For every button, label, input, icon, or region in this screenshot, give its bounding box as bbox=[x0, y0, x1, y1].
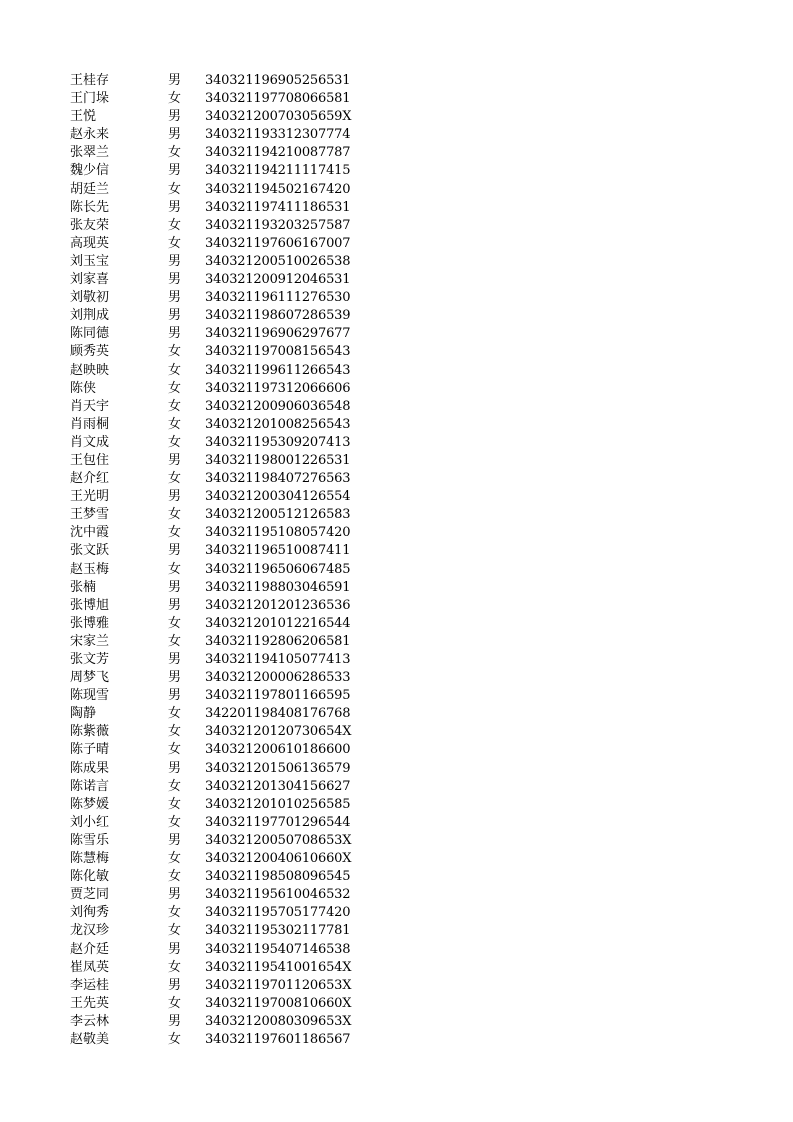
person-name: 顾秀英 bbox=[70, 344, 110, 360]
id-number: 340321195610046532 bbox=[205, 887, 351, 903]
table-row bbox=[70, 506, 370, 524]
table-row bbox=[70, 434, 370, 452]
person-name: 张友荣 bbox=[70, 217, 110, 233]
person-name: 崔凤英 bbox=[70, 959, 110, 975]
person-name: 肖文成 bbox=[70, 434, 110, 450]
id-number: 34032120040610660X bbox=[205, 851, 352, 867]
table-row bbox=[70, 995, 370, 1013]
id-number: 340321200912046531 bbox=[205, 272, 351, 288]
table-row bbox=[70, 307, 370, 325]
table-row bbox=[70, 868, 370, 886]
roster-table bbox=[70, 72, 370, 1049]
id-number: 340321200510026538 bbox=[205, 253, 351, 269]
person-name: 胡廷兰 bbox=[70, 181, 110, 197]
table-row bbox=[70, 181, 370, 199]
person-gender: 女 bbox=[168, 615, 182, 631]
person-name: 张楠 bbox=[70, 579, 97, 595]
person-gender: 男 bbox=[168, 73, 182, 88]
person-name: 王桂存 bbox=[70, 73, 110, 88]
table-row bbox=[70, 760, 370, 778]
id-number: 340321195705177420 bbox=[205, 905, 351, 921]
table-row bbox=[70, 235, 370, 253]
id-number: 34032119700810660X bbox=[205, 995, 352, 1011]
person-name: 肖天宇 bbox=[70, 398, 110, 414]
person-gender: 男 bbox=[168, 290, 182, 306]
person-name: 王先英 bbox=[70, 995, 110, 1011]
table-row bbox=[70, 108, 370, 126]
id-number: 340321195309207413 bbox=[205, 434, 351, 450]
person-gender: 女 bbox=[168, 959, 182, 975]
id-number: 340321199611266543 bbox=[205, 362, 351, 378]
person-name: 王包住 bbox=[70, 452, 110, 468]
table-row bbox=[70, 796, 370, 814]
person-name: 宋家兰 bbox=[70, 633, 110, 649]
person-name: 赵敬美 bbox=[70, 1031, 110, 1047]
person-gender: 女 bbox=[168, 398, 182, 414]
id-number: 340321195108057420 bbox=[205, 525, 351, 541]
person-gender: 女 bbox=[168, 851, 182, 867]
person-gender: 女 bbox=[168, 742, 182, 758]
person-gender: 女 bbox=[168, 1031, 182, 1047]
person-name: 陈诺言 bbox=[70, 778, 110, 794]
id-number: 340321201506136579 bbox=[205, 760, 351, 776]
table-row bbox=[70, 832, 370, 850]
id-number: 340321192806206581 bbox=[205, 633, 351, 649]
table-row bbox=[70, 778, 370, 796]
person-gender: 女 bbox=[168, 905, 182, 921]
id-number: 340321198803046591 bbox=[205, 579, 351, 595]
table-row bbox=[70, 886, 370, 904]
table-row bbox=[70, 669, 370, 687]
table-row bbox=[70, 922, 370, 940]
person-gender: 男 bbox=[168, 163, 182, 179]
person-name: 高现英 bbox=[70, 235, 110, 251]
person-name: 沈中霞 bbox=[70, 525, 110, 541]
table-row bbox=[70, 126, 370, 144]
person-gender: 女 bbox=[168, 706, 182, 722]
table-row bbox=[70, 651, 370, 669]
person-gender: 男 bbox=[168, 127, 182, 143]
id-number: 340321200610186600 bbox=[205, 742, 351, 758]
id-number: 340321193203257587 bbox=[205, 217, 351, 233]
person-gender: 女 bbox=[168, 91, 182, 107]
person-name: 赵介红 bbox=[70, 471, 110, 487]
person-name: 赵玉梅 bbox=[70, 561, 110, 577]
id-number: 340321195407146538 bbox=[205, 941, 351, 957]
id-number: 34032120050708653X bbox=[205, 832, 352, 848]
id-number: 340321195302117781 bbox=[205, 923, 351, 939]
id-number: 340321201008256543 bbox=[205, 416, 351, 432]
id-number: 340321197601186567 bbox=[205, 1031, 351, 1047]
id-number: 340321201304156627 bbox=[205, 778, 351, 794]
person-name: 贾芝同 bbox=[70, 887, 110, 903]
person-gender: 女 bbox=[168, 796, 182, 812]
person-gender: 男 bbox=[168, 1013, 182, 1029]
table-row bbox=[70, 814, 370, 832]
person-gender: 男 bbox=[168, 941, 182, 957]
table-row bbox=[70, 271, 370, 289]
person-gender: 女 bbox=[168, 362, 182, 378]
person-gender: 男 bbox=[168, 543, 182, 559]
table-row bbox=[70, 362, 370, 380]
person-name: 赵映映 bbox=[70, 362, 110, 378]
person-gender: 女 bbox=[168, 416, 182, 432]
person-name: 张博旭 bbox=[70, 597, 110, 613]
person-gender: 男 bbox=[168, 977, 182, 993]
person-gender: 男 bbox=[168, 670, 182, 686]
person-name: 王悦 bbox=[70, 109, 97, 125]
id-number: 340321197008156543 bbox=[205, 344, 351, 360]
person-gender: 男 bbox=[168, 308, 182, 324]
person-gender: 女 bbox=[168, 923, 182, 939]
table-row bbox=[70, 1013, 370, 1031]
table-row bbox=[70, 615, 370, 633]
person-name: 陈子晴 bbox=[70, 742, 110, 758]
table-row bbox=[70, 977, 370, 995]
person-gender: 女 bbox=[168, 561, 182, 577]
id-number: 340321197606167007 bbox=[205, 235, 351, 251]
person-name: 赵介廷 bbox=[70, 941, 110, 957]
id-number: 340321198607286539 bbox=[205, 308, 351, 324]
table-row bbox=[70, 470, 370, 488]
id-number: 340321196906297677 bbox=[205, 326, 351, 342]
table-row bbox=[70, 1031, 370, 1049]
id-number: 340321196506067485 bbox=[205, 561, 351, 577]
table-row bbox=[70, 723, 370, 741]
person-name: 陈紫薇 bbox=[70, 724, 110, 740]
table-row bbox=[70, 217, 370, 235]
person-gender: 女 bbox=[168, 181, 182, 197]
person-name: 周梦飞 bbox=[70, 670, 110, 686]
person-name: 陈侠 bbox=[70, 380, 97, 396]
person-gender: 男 bbox=[168, 452, 182, 468]
person-gender: 女 bbox=[168, 633, 182, 649]
person-name: 刘敬初 bbox=[70, 290, 110, 306]
person-gender: 女 bbox=[168, 235, 182, 251]
person-name: 陈雪乐 bbox=[70, 832, 110, 848]
person-gender: 男 bbox=[168, 109, 182, 125]
id-number: 340321194105077413 bbox=[205, 652, 351, 667]
id-number: 340321197708066581 bbox=[205, 91, 351, 107]
person-name: 陈现雪 bbox=[70, 688, 110, 704]
person-gender: 女 bbox=[168, 814, 182, 830]
id-number: 340321201201236536 bbox=[205, 597, 351, 613]
person-name: 肖雨桐 bbox=[70, 416, 110, 432]
id-number: 340321200906036548 bbox=[205, 398, 351, 414]
person-name: 刘小红 bbox=[70, 814, 110, 830]
id-number: 340321193312307774 bbox=[205, 127, 351, 143]
person-gender: 男 bbox=[168, 652, 182, 667]
id-number: 340321194502167420 bbox=[205, 181, 351, 197]
id-number: 34032119541001654X bbox=[205, 959, 352, 975]
id-number: 340321196905256531 bbox=[205, 73, 351, 88]
person-name: 龙汉珍 bbox=[70, 923, 110, 939]
table-row bbox=[70, 561, 370, 579]
table-row bbox=[70, 904, 370, 922]
person-name: 张翠兰 bbox=[70, 145, 110, 161]
person-name: 张文跃 bbox=[70, 543, 110, 559]
person-gender: 女 bbox=[168, 778, 182, 794]
id-number: 340321198407276563 bbox=[205, 471, 351, 487]
person-name: 陈慧梅 bbox=[70, 851, 110, 867]
id-number: 340321198001226531 bbox=[205, 452, 351, 468]
person-gender: 女 bbox=[168, 995, 182, 1011]
person-name: 陈长先 bbox=[70, 199, 110, 215]
person-gender: 男 bbox=[168, 489, 182, 505]
id-number: 342201198408176768 bbox=[205, 706, 351, 722]
table-row bbox=[70, 253, 370, 271]
person-name: 张文芳 bbox=[70, 652, 110, 667]
table-row bbox=[70, 199, 370, 217]
table-row bbox=[70, 597, 370, 615]
person-name: 陈化敏 bbox=[70, 869, 110, 885]
id-number: 34032119701120653X bbox=[205, 977, 352, 993]
person-gender: 女 bbox=[168, 525, 182, 541]
id-number: 340321196111276530 bbox=[205, 290, 351, 306]
person-gender: 男 bbox=[168, 326, 182, 342]
person-name: 王门垛 bbox=[70, 91, 110, 107]
person-name: 刘徇秀 bbox=[70, 905, 110, 921]
person-gender: 男 bbox=[168, 597, 182, 613]
person-name: 刘荆成 bbox=[70, 308, 110, 324]
id-number: 340321198508096545 bbox=[205, 869, 351, 885]
table-row bbox=[70, 633, 370, 651]
id-number: 340321194211117415 bbox=[205, 163, 351, 179]
id-number: 340321200304126554 bbox=[205, 489, 351, 505]
person-name: 魏少信 bbox=[70, 163, 110, 179]
table-row bbox=[70, 72, 370, 90]
id-number: 34032120070305659X bbox=[205, 109, 352, 125]
id-number: 340321201010256585 bbox=[205, 796, 351, 812]
person-name: 张博雅 bbox=[70, 615, 110, 631]
table-row bbox=[70, 325, 370, 343]
person-name: 陶静 bbox=[70, 706, 97, 722]
table-row bbox=[70, 452, 370, 470]
person-name: 陈成果 bbox=[70, 760, 110, 776]
person-name: 赵永来 bbox=[70, 127, 110, 143]
id-number: 340321201012216544 bbox=[205, 615, 351, 631]
person-gender: 女 bbox=[168, 724, 182, 740]
person-gender: 男 bbox=[168, 887, 182, 903]
table-row bbox=[70, 941, 370, 959]
table-row bbox=[70, 144, 370, 162]
person-gender: 女 bbox=[168, 344, 182, 360]
id-number: 340321197411186531 bbox=[205, 199, 351, 215]
person-gender: 男 bbox=[168, 253, 182, 269]
table-row bbox=[70, 959, 370, 977]
person-gender: 女 bbox=[168, 471, 182, 487]
table-row bbox=[70, 579, 370, 597]
person-gender: 女 bbox=[168, 217, 182, 233]
person-name: 刘玉宝 bbox=[70, 253, 110, 269]
id-number: 34032120080309653X bbox=[205, 1013, 352, 1029]
person-gender: 男 bbox=[168, 760, 182, 776]
table-row bbox=[70, 289, 370, 307]
person-gender: 男 bbox=[168, 688, 182, 704]
person-name: 李运桂 bbox=[70, 977, 110, 993]
table-row bbox=[70, 380, 370, 398]
table-row bbox=[70, 705, 370, 723]
person-name: 王梦雪 bbox=[70, 507, 110, 523]
table-row bbox=[70, 162, 370, 180]
person-gender: 男 bbox=[168, 579, 182, 595]
person-name: 刘家喜 bbox=[70, 272, 110, 288]
person-gender: 男 bbox=[168, 832, 182, 848]
table-row bbox=[70, 524, 370, 542]
person-gender: 女 bbox=[168, 507, 182, 523]
id-number: 340321194210087787 bbox=[205, 145, 351, 161]
person-name: 王光明 bbox=[70, 489, 110, 505]
id-number: 340321196510087411 bbox=[205, 543, 351, 559]
person-name: 李云林 bbox=[70, 1013, 110, 1029]
person-gender: 女 bbox=[168, 434, 182, 450]
person-name: 陈同德 bbox=[70, 326, 110, 342]
table-row bbox=[70, 343, 370, 361]
table-row bbox=[70, 687, 370, 705]
person-gender: 男 bbox=[168, 272, 182, 288]
person-gender: 女 bbox=[168, 145, 182, 161]
person-gender: 女 bbox=[168, 380, 182, 396]
person-name: 陈梦媛 bbox=[70, 796, 110, 812]
id-number: 340321200512126583 bbox=[205, 507, 351, 523]
person-gender: 男 bbox=[168, 199, 182, 215]
table-row bbox=[70, 90, 370, 108]
id-number: 340321200006286533 bbox=[205, 670, 351, 686]
id-number: 34032120120730654X bbox=[205, 724, 352, 740]
table-row bbox=[70, 416, 370, 434]
table-row bbox=[70, 850, 370, 868]
table-row bbox=[70, 398, 370, 416]
id-number: 340321197801166595 bbox=[205, 688, 351, 704]
id-number: 340321197312066606 bbox=[205, 380, 351, 396]
person-gender: 女 bbox=[168, 869, 182, 885]
table-row bbox=[70, 741, 370, 759]
id-number: 340321197701296544 bbox=[205, 814, 351, 830]
table-row bbox=[70, 542, 370, 560]
table-row bbox=[70, 488, 370, 506]
